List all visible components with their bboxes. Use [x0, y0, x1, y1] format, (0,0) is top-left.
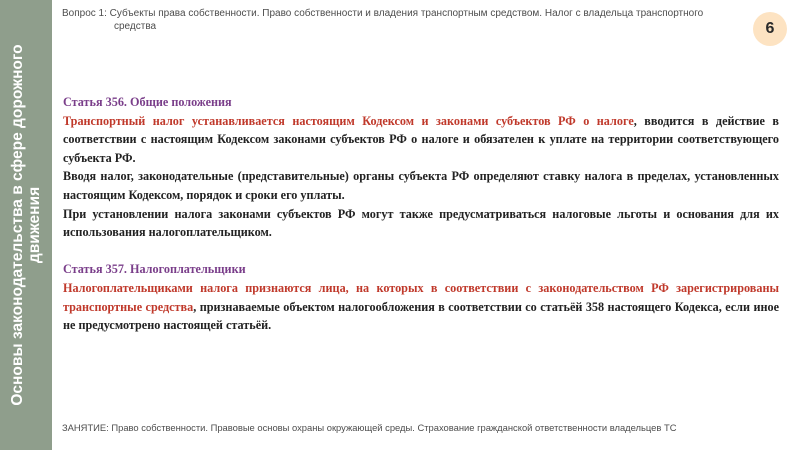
- slide-footer: ЗАНЯТИЕ: Право собственности. Правовые основы охраны окружающей среды. Страхование гражданской ответственности владельцев ТС: [62, 422, 677, 433]
- header-line-2: средства: [114, 20, 157, 32]
- spacer: [63, 242, 779, 261]
- article-357-paragraph-1: [63, 279, 779, 335]
- article-356-highlight: Транспортный налог устанавливается настоящим Кодексом и законами субъектов РФ о налоге: [63, 113, 634, 128]
- article-356-title: Статья 356. Общие положения: [63, 95, 232, 109]
- header-line-1: Вопрос 1: Субъекты права собственности. Право собственности и владения транспортным средством. Налог с владельца транспортного: [62, 8, 704, 19]
- article-356-paragraph-1-rest: , вводится в действие в соответствии с настоящим Кодексом законами субъектов РФ о налоге и обязателен к уплате на территории соответствующего субъекта РФ.: [63, 113, 779, 165]
- page-number-badge: 6: [753, 12, 787, 46]
- sidebar: [0, 0, 52, 450]
- slide-content: [63, 93, 779, 335]
- article-356-paragraph-2: Вводя налог, законодательные (представительные) органы субъекта РФ определяют ставку налога в пределах, установленных настоящим Кодексом, порядок и сроки его уплаты.: [63, 169, 779, 202]
- sidebar-title: Основы законодательства в сфере дорожного движения: [9, 44, 43, 406]
- article-356-paragraph-1: [63, 112, 779, 168]
- article-357-paragraph-1-rest: , признаваемые объектом налогообложения в соответствии со статьёй 358 настоящего Кодекса, если иное не предусмотрено настоящей статьёй.: [63, 299, 780, 333]
- article-357-highlight: Налогоплательщиками налога признаются лица, на которых в соответствии с законодательством РФ зарегистрированы транспортные средства: [63, 280, 779, 314]
- article-356-paragraph-3: При установлении налога законами субъектов РФ могут также предусматриваться налоговые льготы и основания для их использования налогоплательщиком.: [63, 206, 779, 240]
- slide-header: [62, 8, 752, 33]
- article-357-title: Статья 357. Налогоплательщики: [63, 262, 246, 277]
